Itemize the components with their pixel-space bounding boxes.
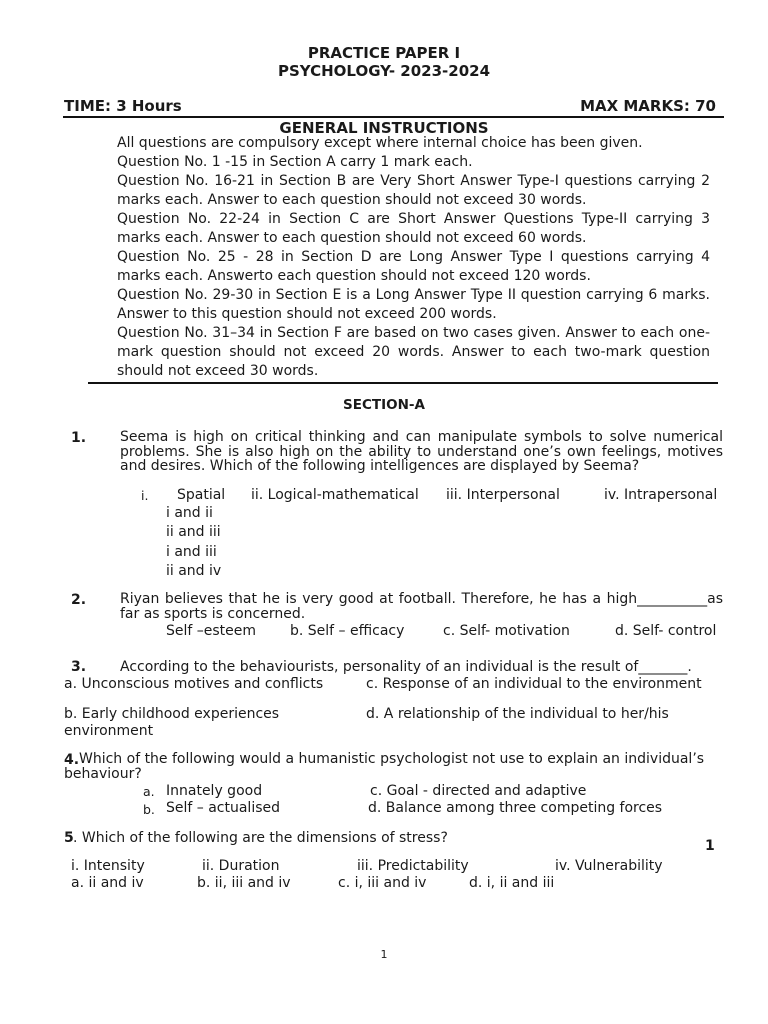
question-item: i. Intensity [71, 858, 145, 874]
instruction-line: Question No. 25 - 28 in Section D are Long Answer Type I questions carrying 4 marks each. Answerto each question should not exceed 120 words. [117, 249, 710, 284]
answer-choice: b. Early childhood experiences [64, 706, 280, 722]
question-number: 4. [64, 752, 80, 768]
header-divider [63, 116, 724, 118]
question-text: Which of the following would a humanistic psychologist not use to explain an individual’s behaviour? [64, 751, 705, 782]
question-item: ii. Logical-mathematical [251, 487, 419, 503]
section-title: SECTION-A [343, 397, 425, 413]
question-item: iv. Intrapersonal [604, 487, 718, 503]
answer-choice: Self – actualised [166, 800, 281, 816]
max-marks-label: MAX MARKS: 70 [580, 97, 716, 115]
answer-choice: i and ii [166, 505, 213, 521]
answer-choice: c. Self- motivation [443, 623, 570, 639]
question-item: iii. Predictability [357, 858, 469, 874]
instruction-line: All questions are compulsory except where internal choice has been given. [117, 135, 643, 151]
instruction-line: Question No. 1 -15 in Section A carry 1 mark each. [117, 154, 473, 170]
answer-choice: b. ii, iii and iv [197, 875, 291, 891]
instructions-body [117, 134, 710, 381]
question-number: 3. [71, 659, 87, 675]
question-text: Riyan believes that he is very good at football. Therefore, he has a high__________as far as sports is concerned. [120, 591, 723, 622]
question-number: 5 [64, 830, 74, 846]
option-label: b. [143, 802, 155, 817]
instruction-line: Question No. 29-30 in Section E is a Long Answer Type II question carrying 6 marks. Answer to this question should not exceed 200 words. [117, 287, 710, 322]
paper-title: PRACTICE PAPER I [307, 44, 461, 62]
question-text: Seema is high on critical thinking and can manipulate symbols to solve numerical problems. She is also high on the ability to understand one’s own feelings, motives and desires. Which of the following intelligences are displayed by Seema? [120, 429, 723, 474]
answer-choice: ii and iii [166, 524, 221, 540]
paper-subtitle: PSYCHOLOGY- 2023-2024 [277, 62, 491, 80]
answer-choice-continuation: environment [64, 723, 154, 739]
instruction-line: Question No. 22-24 in Section C are Short Answer Questions Type-II carrying 3 marks each. Answer to each question should not exceed 60 words. [117, 211, 710, 246]
question-item: ii. Duration [202, 858, 280, 874]
answer-choice: ii and iv [166, 563, 222, 579]
answer-choice: d. Self- control [615, 623, 717, 639]
answer-choice: c. Goal - directed and adaptive [370, 783, 587, 799]
time-label: TIME: 3 Hours [64, 97, 182, 115]
question-item: iv. Vulnerability [555, 858, 663, 874]
answer-choice: c. i, iii and iv [338, 875, 427, 891]
answer-choice: Innately good [166, 783, 263, 799]
question-number: 2. [71, 592, 87, 608]
instruction-line: Question No. 31–34 in Section F are based on two cases given. Answer to each one-mark question should not exceed 20 words. Answer to each two-mark question should not exceed 30 words. [117, 325, 710, 379]
question-text: According to the behaviourists, personality of an individual is the result of_______. [120, 659, 692, 675]
question-text: . Which of the following are the dimensions of stress? [73, 830, 448, 846]
answer-choice: b. Self – efficacy [290, 623, 405, 639]
instructions-divider [88, 382, 718, 384]
answer-choice: d. i, ii and iii [469, 875, 555, 891]
item-label: i. [141, 488, 149, 503]
margin-number: 1 [705, 838, 715, 854]
answer-choice: c. Response of an individual to the environment [366, 676, 702, 692]
question-item: iii. Interpersonal [446, 487, 560, 503]
answer-choice: i and iii [166, 544, 217, 560]
question-number: 1. [71, 430, 87, 446]
answer-choice: d. Balance among three competing forces [368, 800, 663, 816]
instruction-line: Question No. 16-21 in Section B are Very Short Answer Type-I questions carrying 2 marks each. Answer to each question should not exceed 30 words. [117, 173, 710, 208]
question-item: Spatial [177, 487, 226, 503]
answer-choice: a. ii and iv [71, 875, 144, 891]
page-number: 1 [380, 948, 388, 961]
answer-choice: a. Unconscious motives and conflicts [64, 676, 324, 692]
instructions-heading: GENERAL INSTRUCTIONS [279, 119, 489, 137]
answer-choice: d. A relationship of the individual to her/his [366, 706, 669, 722]
option-label: a. [143, 784, 155, 799]
answer-choice: Self –esteem [166, 623, 257, 639]
